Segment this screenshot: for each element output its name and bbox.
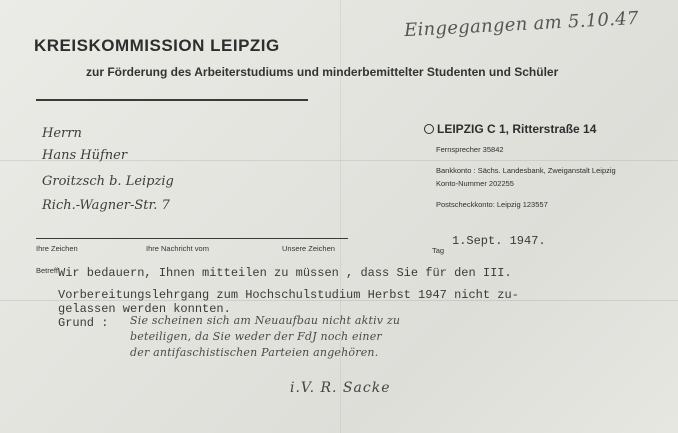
sender-city-line: LEIPZIG C 1, Ritterstraße 14: [437, 122, 597, 136]
grund-label: Grund :: [58, 316, 109, 330]
label-ihre-nachricht: Ihre Nachricht vom: [146, 244, 209, 253]
reference-rule: [36, 238, 348, 239]
label-tag: Tag: [432, 246, 445, 255]
sender-phone: Fernsprecher 35842: [436, 145, 504, 154]
body-line-3: gelassen werden konnten.: [58, 302, 231, 316]
sender-bank: Bankkonto : Sächs. Landesbank, Zweiganstalt Leipzig: [436, 166, 616, 175]
signature: i.V. R. Sacke: [290, 380, 391, 396]
body-line-2: Vorbereitungslehrgang zum Hochschulstudium Herbst 1947 nicht zu-: [58, 288, 519, 302]
recipient-line-1: Herrn: [42, 126, 82, 141]
recipient-line-2: Hans Hüfner: [42, 148, 128, 163]
sender-account: Konto-Nummer 202255: [436, 179, 514, 188]
recipient-line-3: Groitzsch b. Leipzig: [42, 174, 174, 189]
org-subtitle: zur Förderung des Arbeiterstudiums und minderbemittelter Studenten und Schüler: [86, 65, 559, 79]
label-unsere-zeichen: Unsere Zeichen: [282, 244, 335, 253]
received-date-note: Eingegangen am 5.10.47: [403, 7, 640, 42]
letter-date: 1.Sept. 1947.: [452, 234, 546, 248]
grund-line-1: Sie scheinen sich am Neuaufbau nicht aktiv zu: [130, 314, 401, 327]
recipient-line-4: Rich.-Wagner-Str. 7: [42, 198, 170, 213]
label-betreff: Betreff: [36, 266, 58, 275]
sender-postal-check: Postscheckkonto: Leipzig 123557: [436, 200, 548, 209]
body-line-1: Wir bedauern, Ihnen mitteilen zu müssen , dass Sie für den III.: [58, 266, 512, 280]
label-ihre-zeichen: Ihre Zeichen: [36, 244, 78, 253]
city-mark-icon: [424, 124, 434, 134]
org-name: KREISKOMMISSION LEIPZIG: [34, 36, 280, 55]
header-rule: [36, 99, 308, 101]
grund-line-2: beteiligen, da Sie weder der FdJ noch einer: [130, 330, 382, 343]
grund-line-3: der antifaschistischen Parteien angehören.: [130, 346, 379, 359]
sender-address: [424, 122, 596, 136]
